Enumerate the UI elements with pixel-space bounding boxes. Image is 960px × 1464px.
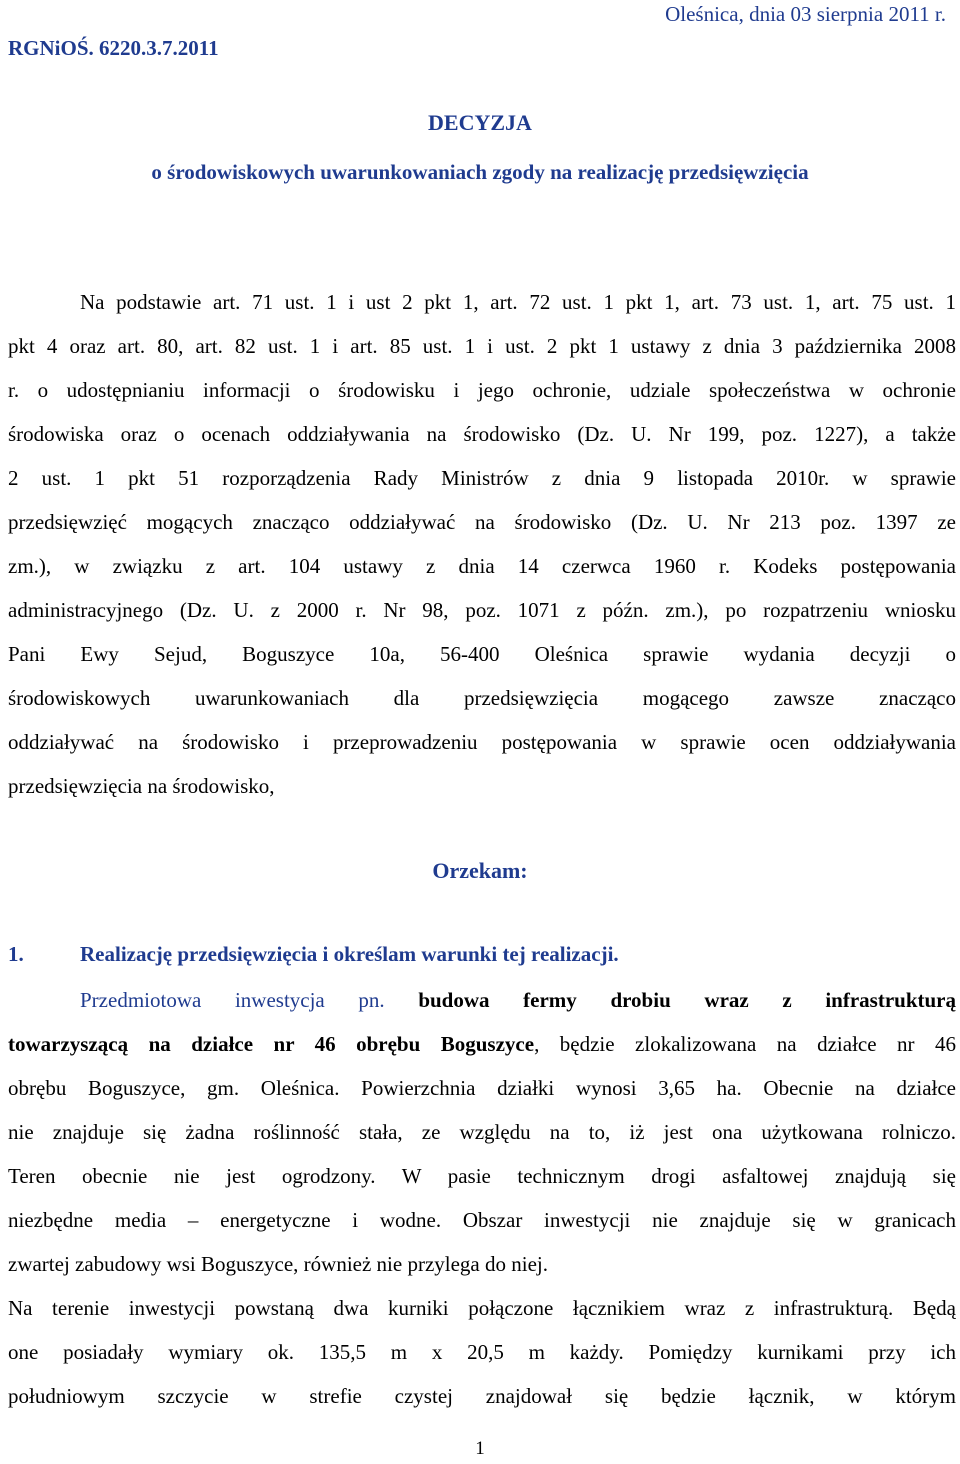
basis-line-9: Pani Ewy Sejud, Boguszyce 10a, 56-400 Oleśnica sprawie wydania decyzji o — [8, 642, 956, 666]
document-date: Oleśnica, dnia 03 sierpnia 2011 r. — [665, 2, 946, 26]
point-1-line-2-text: , będzie zlokalizowana na działce nr 46 — [534, 1032, 956, 1056]
point-1-line-6: niezbędne media – energetyczne i wodne. Obszar inwestycji nie znajduje się w granicach — [8, 1208, 956, 1232]
point-1-line-1 — [80, 988, 956, 1012]
basis-line-6: przedsięwzięć mogących znacząco oddziaływać na środowisko (Dz. U. Nr 213 poz. 1397 ze — [8, 510, 956, 534]
document-subtitle: o środowiskowych uwarunkowaniach zgody na realizację przedsięwzięcia — [151, 160, 809, 184]
basis-line-2: pkt 4 oraz art. 80, art. 82 ust. 1 i art. 85 ust. 1 i ust. 2 pkt 1 ustawy z dnia 3 października 2008 — [8, 334, 956, 358]
point-1-line-5: Teren obecnie nie jest ogrodzony. W pasie technicznym drogi asfaltowej znajdują się — [8, 1164, 956, 1188]
basis-line-8: administracyjnego (Dz. U. z 2000 r. Nr 98, poz. 1071 z późn. zm.), po rozpatrzeniu wniosku — [8, 598, 956, 622]
page-number: 1 — [475, 1438, 485, 1459]
document-title: DECYZJA — [428, 110, 532, 135]
point-1-line-1-text: Przedmiotowa inwestycja pn. — [80, 988, 385, 1012]
point-1-line-4: nie znajduje się żadna roślinność stała, ze względu na to, iż jest ona użytkowana rolniczo. — [8, 1120, 956, 1144]
point-1-line-3: obrębu Boguszyce, gm. Oleśnica. Powierzchnia działki wynosi 3,65 ha. Obecnie na działce — [8, 1076, 956, 1100]
project-name-part-1: budowa fermy drobiu wraz z infrastrukturą — [418, 988, 956, 1012]
basis-line-1: Na podstawie art. 71 ust. 1 i ust 2 pkt 1, art. 72 ust. 1 pkt 1, art. 73 ust. 1, art. 75 ust. 1 — [80, 290, 956, 314]
point-1-line-8: Na terenie inwestycji powstaną dwa kurniki połączone łącznikiem wraz z infrastrukturą. Będą — [8, 1296, 956, 1320]
basis-line-12: przedsięwzięcia na środowisko, — [8, 774, 275, 798]
basis-line-10: środowiskowych uwarunkowaniach dla przedsięwzięcia mogącego zawsze znacząco — [8, 686, 956, 710]
basis-line-7: zm.), w związku z art. 104 ustawy z dnia 14 czerwca 1960 r. Kodeks postępowania — [8, 554, 956, 578]
point-1-heading: Realizację przedsięwzięcia i określam warunki tej realizacji. — [80, 942, 619, 966]
reference-number: RGNiOŚ. 6220.3.7.2011 — [8, 36, 219, 60]
point-1-number: 1. — [8, 942, 24, 966]
point-1-line-7: zwartej zabudowy wsi Boguszyce, również nie przylega do niej. — [8, 1252, 548, 1276]
project-name-part-2: towarzyszącą na działce nr 46 obrębu Boguszyce — [8, 1032, 535, 1056]
basis-line-3: r. o udostępnianiu informacji o środowisku i jego ochronie, udziale społeczeństwa w ochronie — [8, 378, 956, 402]
orzekam-heading: Orzekam: — [432, 858, 528, 883]
point-1-line-9: one posiadały wymiary ok. 135,5 m x 20,5 m każdy. Pomiędzy kurnikami przy ich — [8, 1340, 956, 1364]
basis-line-5: 2 ust. 1 pkt 51 rozporządzenia Rady Ministrów z dnia 9 listopada 2010r. w sprawie — [8, 466, 956, 490]
point-1-line-2 — [8, 1032, 956, 1056]
basis-line-4: środowiska oraz o ocenach oddziaływania na środowisko (Dz. U. Nr 199, poz. 1227), a także — [8, 422, 956, 446]
point-1-line-10: południowym szczycie w strefie czystej znajdował się będzie łącznik, w którym — [8, 1384, 956, 1408]
basis-line-11: oddziaływać na środowisko i przeprowadzeniu postępowania w sprawie ocen oddziaływania — [8, 730, 956, 754]
